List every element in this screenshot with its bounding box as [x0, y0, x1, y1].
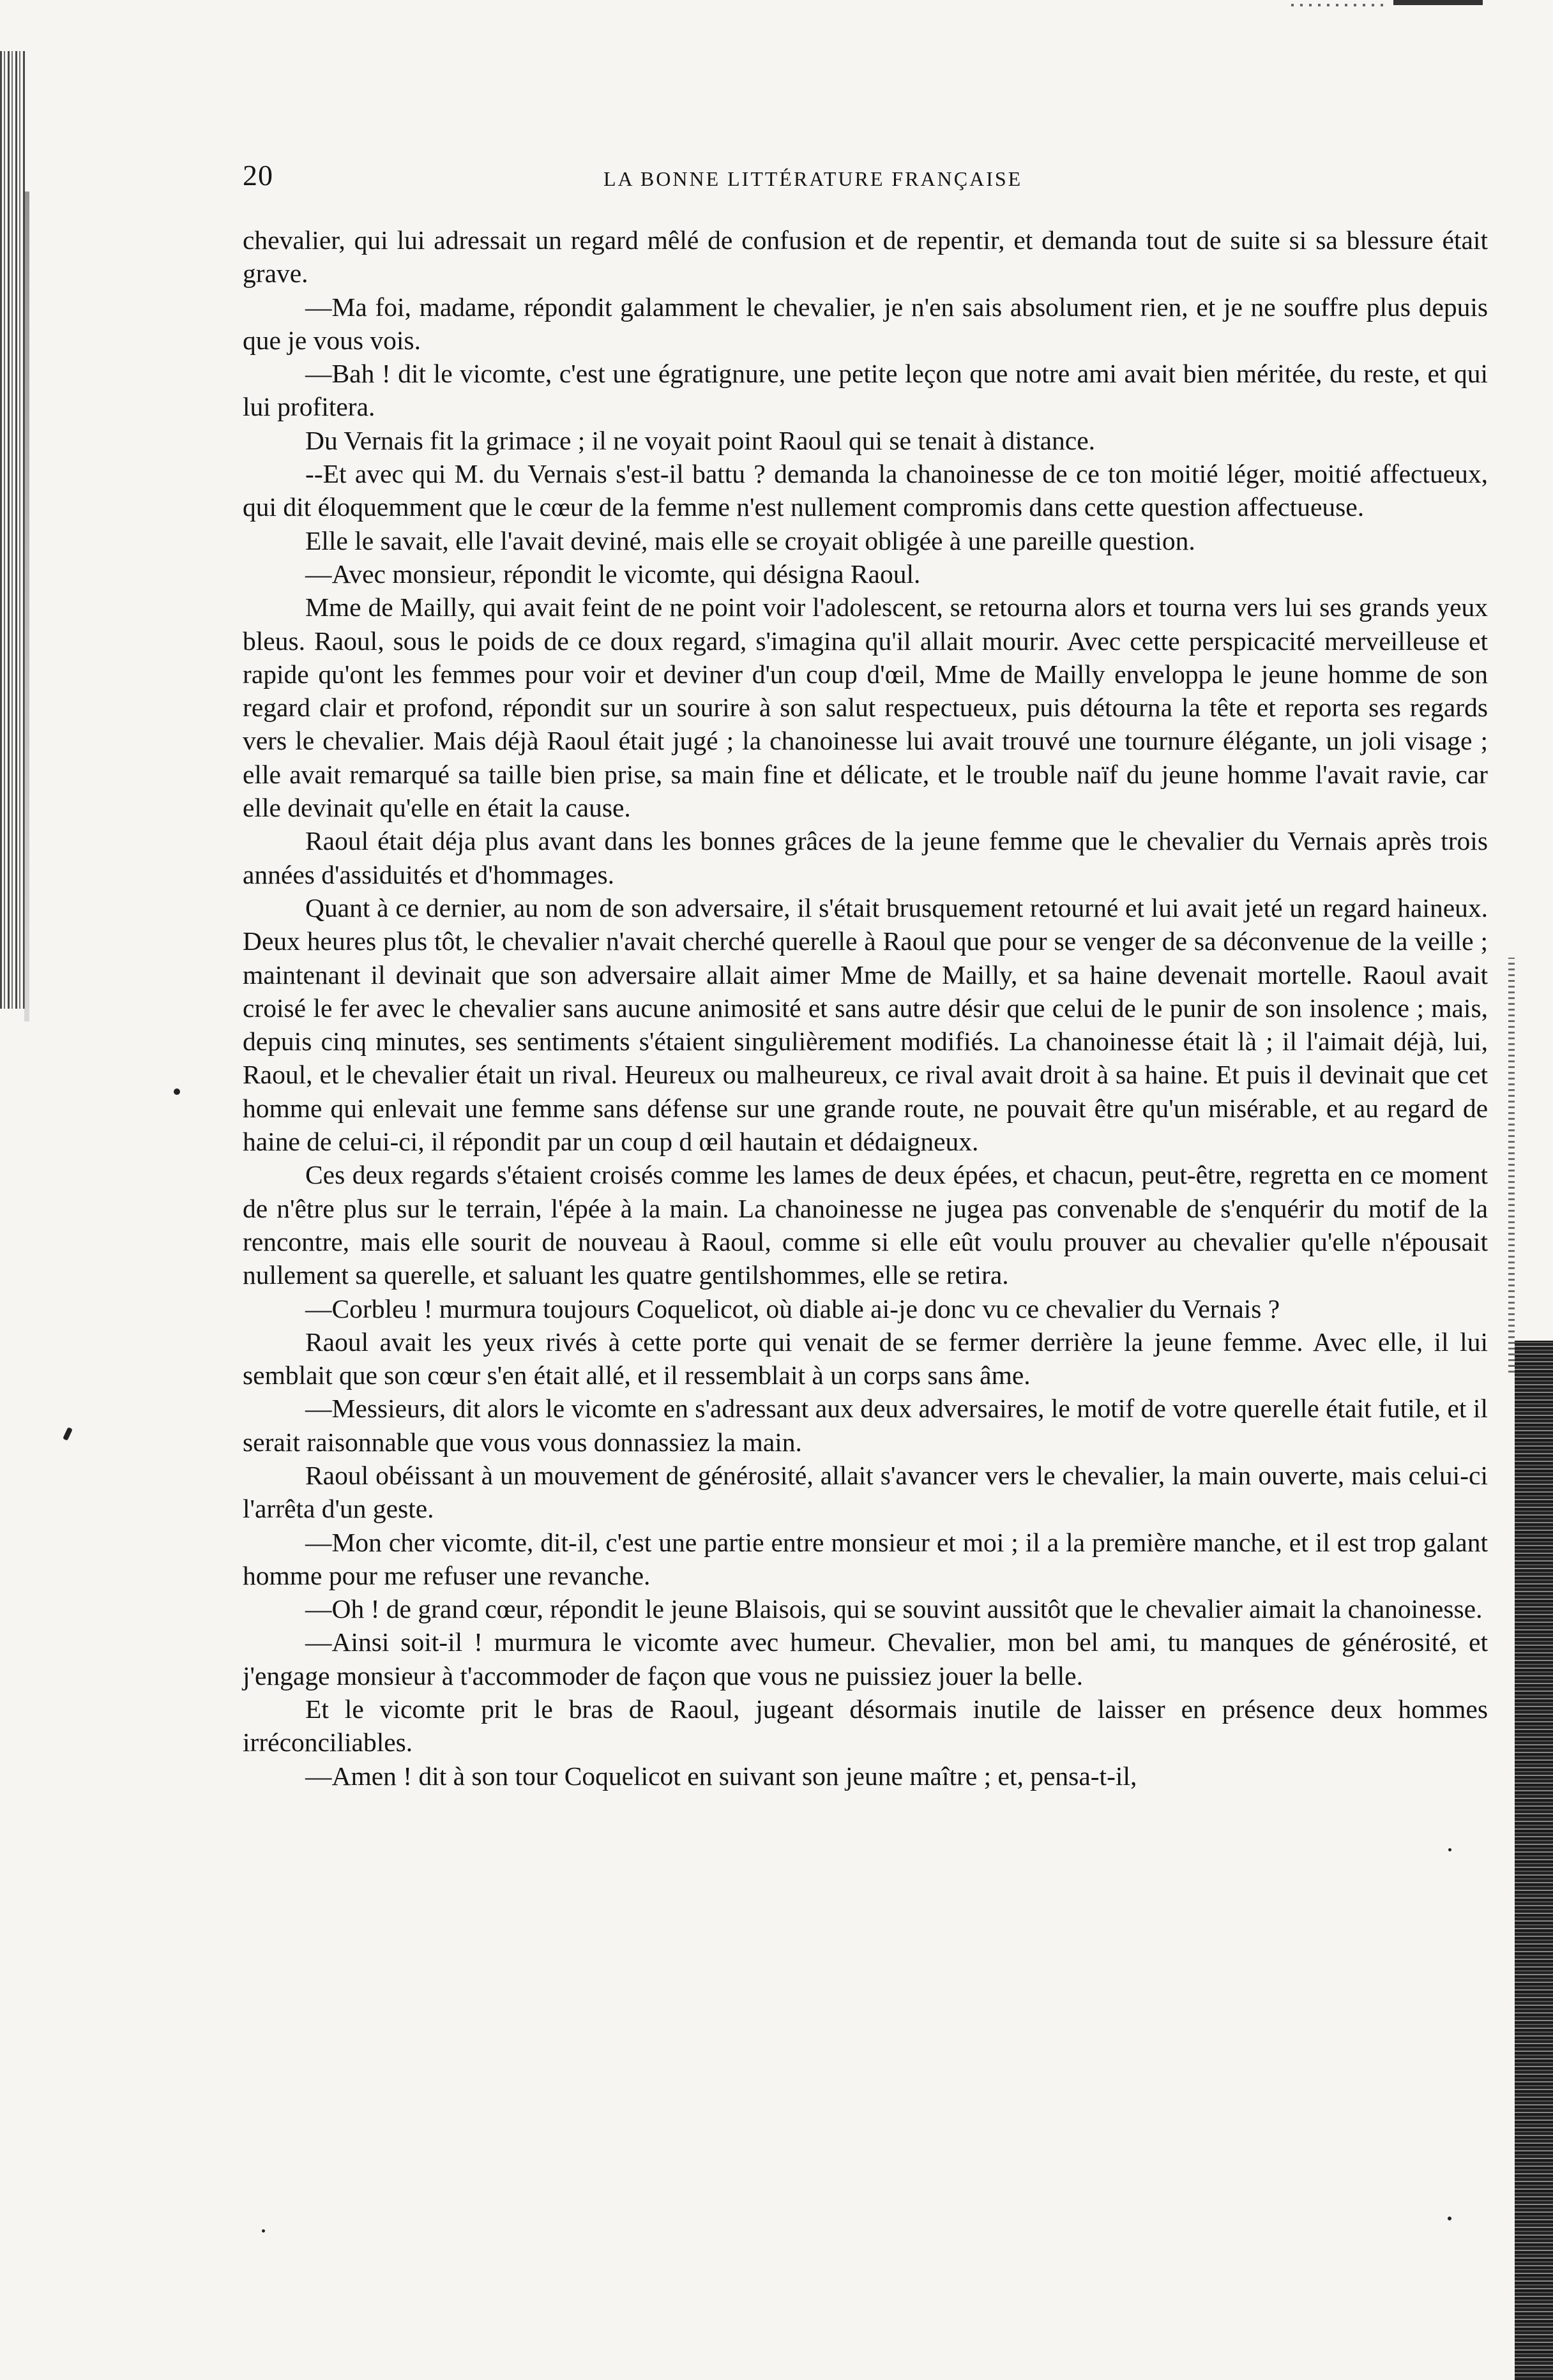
page-number: 20 [243, 159, 273, 192]
paragraph: Du Vernais fit la grimace ; il ne voyait point Raoul qui se tenait à distance. [305, 425, 1095, 455]
paragraph: Raoul avait les yeux rivés à cette porte qui venait de se fermer derrière la jeune femme. Avec elle, il lui semblait que son cœur s'en était allé, et il ressemblait à un corps sans âme. [243, 1327, 1488, 1390]
paragraph: Mme de Mailly, qui avait feint de ne point voir l'adolescent, se retourna alors et tourna vers lui ses grands yeux bleus. Raoul, sous le poids de ce doux regard, s'imagina qu'il allait mourir. Avec cette perspicacité merveilleuse et rapide qu'ont les femmes pour voir et deviner d'un coup d'œil, Mme de Mailly enveloppa le jeune homme de son regard clair et profond, répondit sur un sourire à son salut respectueux, puis détourna la tête et reporta ses regards vers le chevalier. Mais déjà Raoul était jugé ; la chanoinesse lui avait trouvé une tournure élégante, un joli visage ; elle avait remarqué sa taille bien prise, sa main fine et délicate, et le trouble naïf du jeune homme l'avait ravie, car elle devinait qu'elle en était la cause. [243, 592, 1488, 823]
page-header [243, 158, 1488, 203]
paragraph: —Oh ! de grand cœur, répondit le jeune Blaisois, qui se souvint aussitôt que le chevalier aimait la chanoinesse. [305, 1594, 1483, 1624]
ink-speck [1448, 2217, 1451, 2220]
body-text [243, 223, 1488, 1793]
running-title: LA BONNE LITTÉRATURE FRANÇAISE [603, 167, 1023, 190]
paragraph: --Et avec qui M. du Vernais s'est-il battu ? demanda la chanoinesse de ce ton moitié léger, moitié affectueux, qui dit éloquemment que le cœur de la femme n'est nullement compromis dans cette question affectueuse. [243, 459, 1488, 522]
paragraph: —Corbleu ! murmura toujours Coquelicot, où diable ai-je donc vu ce chevalier du Vernais ? [305, 1293, 1280, 1323]
ink-speck [174, 1088, 180, 1095]
paragraph: Quant à ce dernier, au nom de son adversaire, il s'était brusquement retourné et lui avait jeté un regard haineux. Deux heures plus tôt, le chevalier n'avait cherché querelle à Raoul que pour se venger de sa déconvenue de la veille ; maintenant il devinait que son adversaire allait aimer Mme de Mailly, et sa haine devenait mortelle. Raoul avait croisé le fer avec le chevalier sans aucune animosité et sans autre désir que celui de le punir de son insolence ; mais, depuis cinq minutes, ses sentiments s'étaient singulièrement modifiés. La chanoinesse était là ; il l'aimait déjà, lui, Raoul, et le chevalier était un rival. Heureux ou malheureux, ce rival avait droit à sa haine. Et puis il devinait que cet homme qui enlevait une femme sans défense sur une grande route, ne pouvait être qu'un misérable, et au regard de haine de celui-ci, il répondit par un coup d œil hautain et dédaigneux. [243, 892, 1488, 1157]
scan-shadow-left [24, 192, 29, 1021]
ink-speck [1448, 1848, 1451, 1851]
paragraph: Ces deux regards s'étaient croisés comme les lames de deux épées, et chacun, peut-être, regretta en ce moment de n'être plus sur le terrain, l'épée à la main. La chanoinesse ne jugea pas convenable de s'enquérir du motif de la rencontre, mais elle sourit de nouveau à Raoul, comme si elle eût voulu prouver au chevalier qu'elle n'épousait nullement sa querelle, et saluant les quatre gentilshommes, elle se retira. [243, 1160, 1488, 1290]
scan-shadow-right [1508, 958, 1515, 1373]
paragraph: Raoul était déja plus avant dans les bonnes grâces de la jeune femme que le chevalier du Vernais après trois années d'assiduités et d'hommages. [243, 826, 1488, 889]
ink-speck [262, 2229, 265, 2233]
scan-edge-left [0, 51, 27, 1009]
paragraph: —Ainsi soit-il ! murmura le vicomte avec humeur. Chevalier, mon bel ami, tu manques de générosité, et j'engage monsieur à t'accommoder de façon que vous ne puissiez jouer la belle. [243, 1627, 1488, 1691]
paragraph: —Bah ! dit le vicomte, c'est une égratignure, une petite leçon que notre ami avait bien méritée, du reste, et qui lui profitera. [243, 359, 1488, 422]
paragraph: —Amen ! dit à son tour Coquelicot en suivant son jeune maître ; et, pensa-t-il, [305, 1761, 1137, 1791]
paragraph: Et le vicomte prit le bras de Raoul, jugeant désormais inutile de laisser en présence deux hommes irréconciliables. [243, 1694, 1488, 1758]
paragraph: —Avec monsieur, répondit le vicomte, qui désigna Raoul. [305, 559, 921, 589]
paragraph: Raoul obéissant à un mouvement de générosité, allait s'avancer vers le chevalier, la main ouverte, mais celui-ci l'arrêta d'un geste. [243, 1460, 1488, 1524]
scan-mark-top [1393, 0, 1483, 5]
paragraph: —Messieurs, dit alors le vicomte en s'adressant aux deux adversaires, le motif de votre querelle était futile, et il serait raisonnable que vous vous donnassiez la main. [243, 1394, 1488, 1457]
paragraph: Elle le savait, elle l'avait deviné, mais elle se croyait obligée à une pareille question. [305, 525, 1195, 555]
scan-dots-top [1291, 4, 1387, 6]
paragraph: —Ma foi, madame, répondit galamment le chevalier, je n'en sais absolument rien, et je ne souffre plus depuis que je vous vois. [243, 292, 1488, 355]
scan-edge-right [1515, 1341, 1553, 2380]
paragraph: chevalier, qui lui adressait un regard mêlé de confusion et de repentir, et demanda tout de suite si sa blessure était grave. [243, 225, 1488, 289]
paragraph: —Mon cher vicomte, dit-il, c'est une partie entre monsieur et moi ; il a la première manche, et il est trop galant homme pour me refuser une revanche. [243, 1527, 1488, 1590]
ink-speck [63, 1427, 73, 1441]
